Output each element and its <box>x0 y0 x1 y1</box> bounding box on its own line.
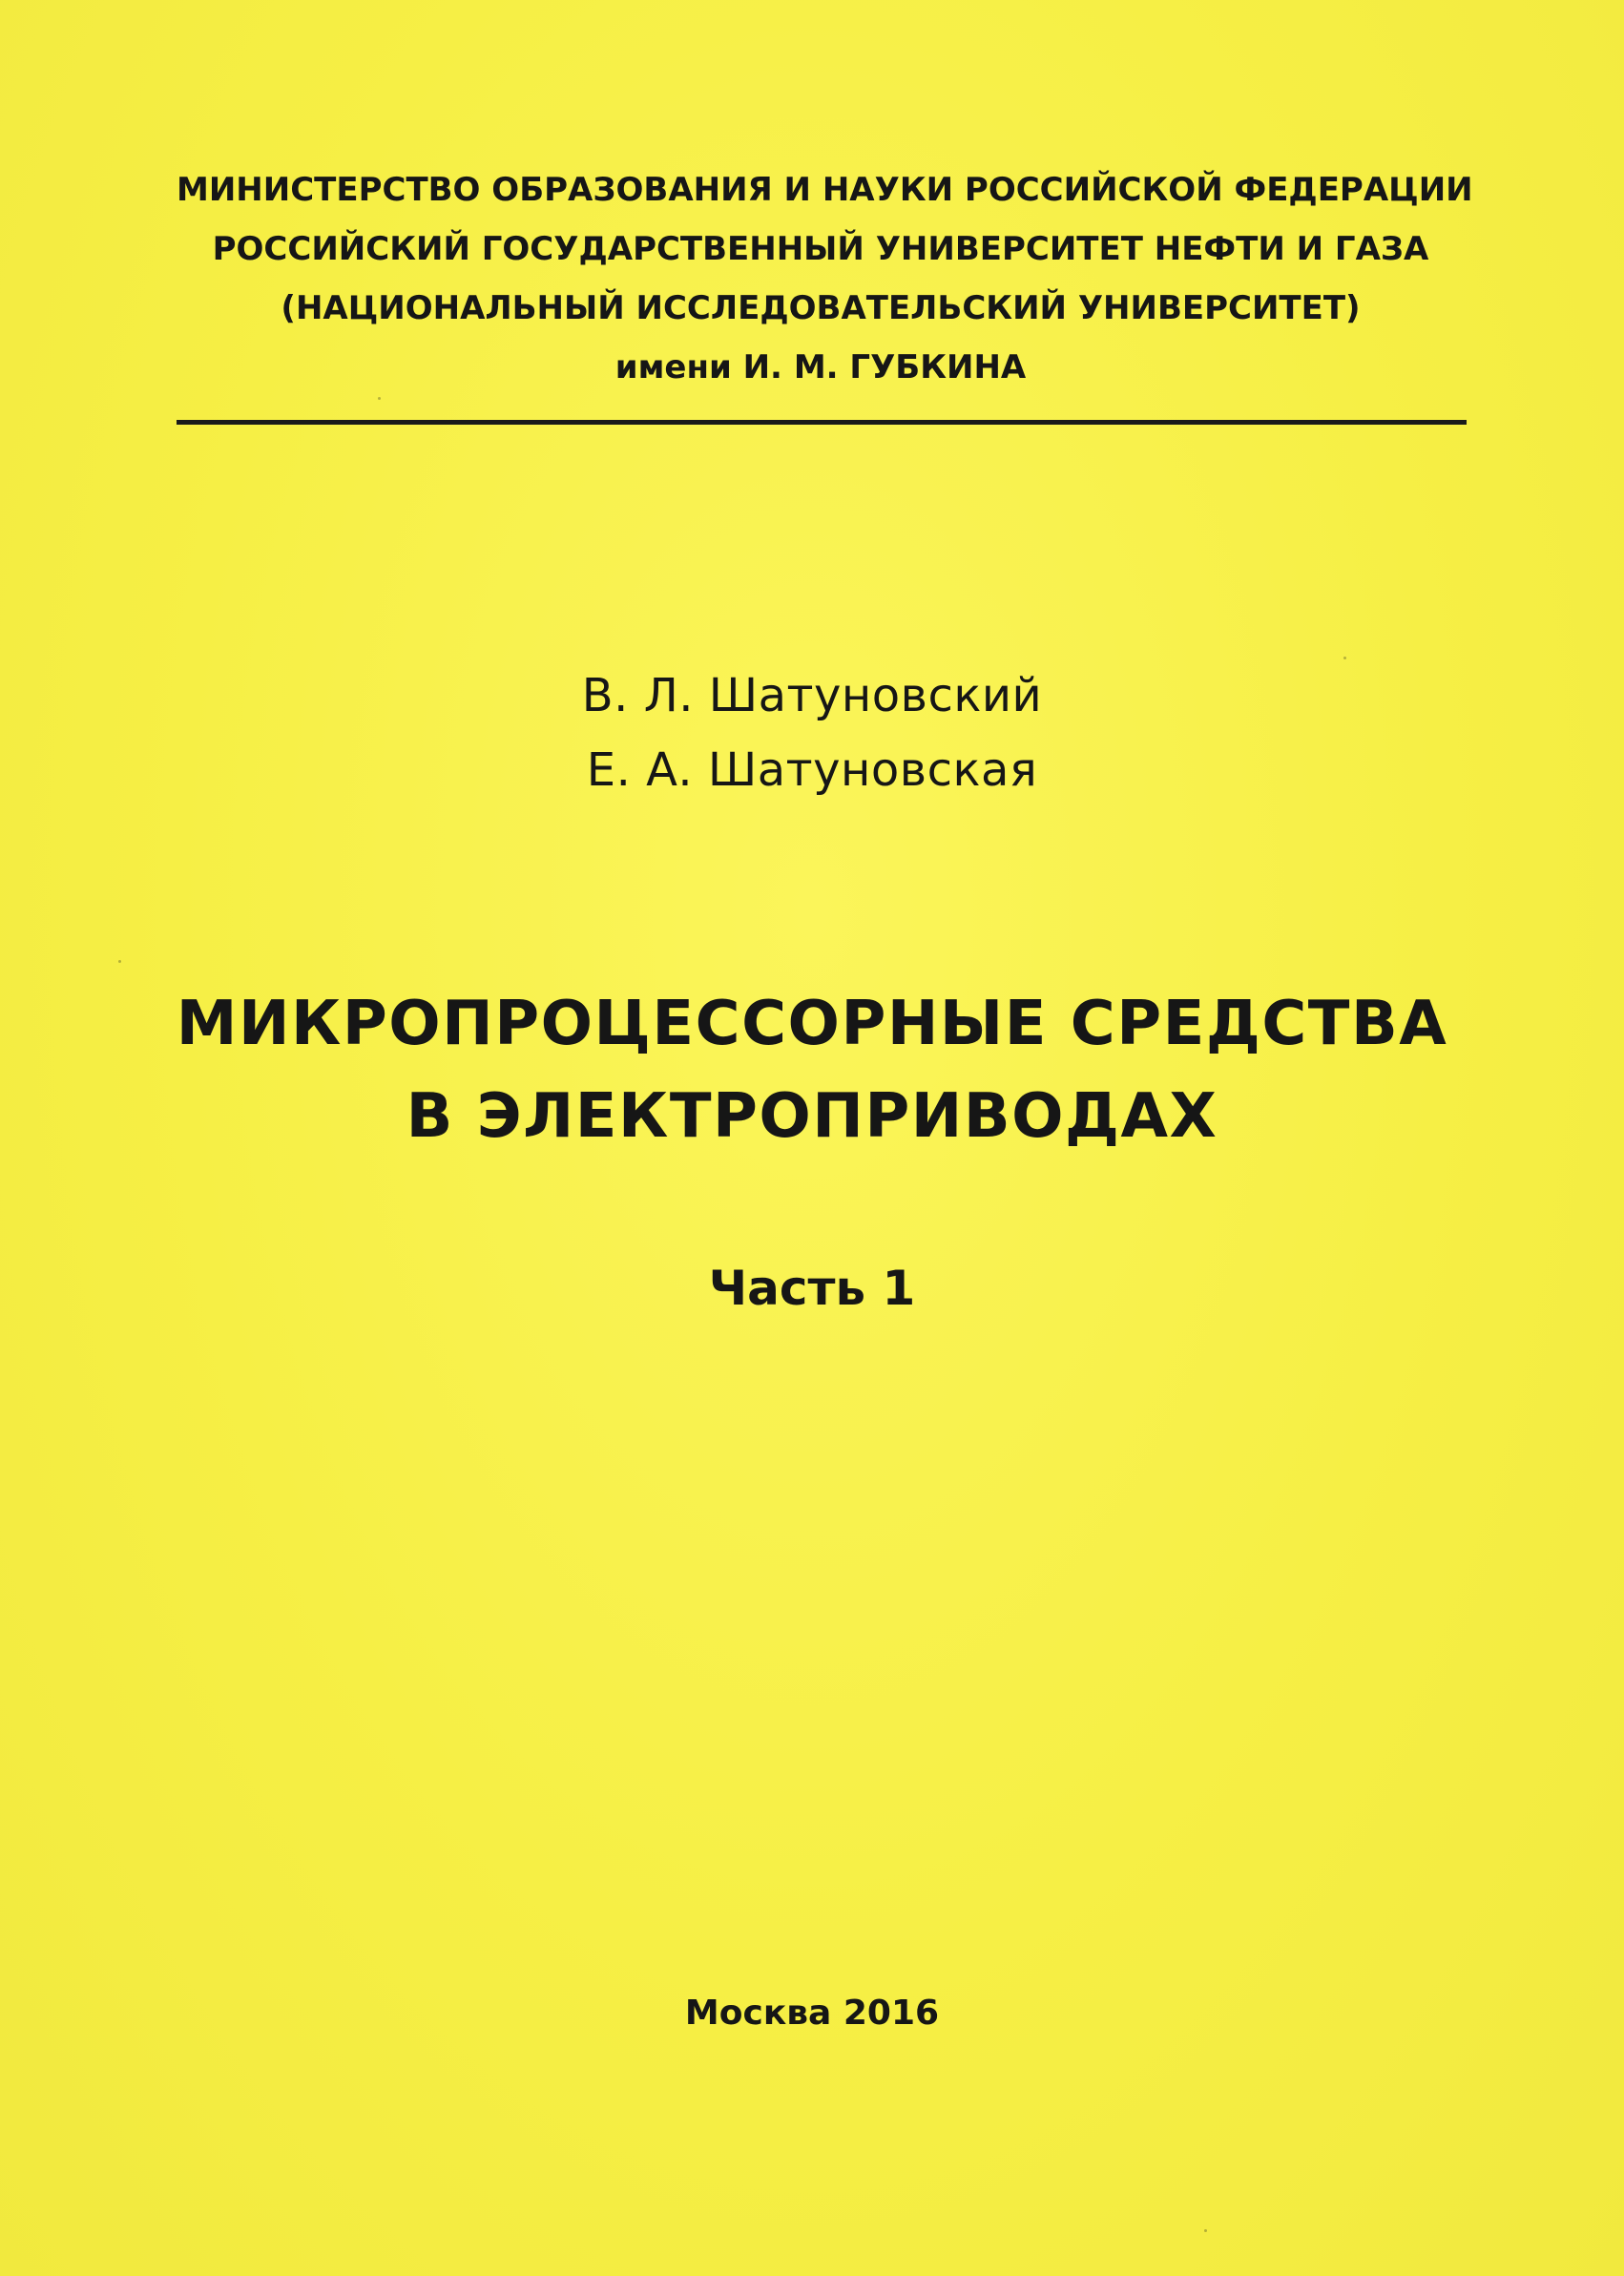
title-line-2: В ЭЛЕКТРОПРИВОДАХ <box>406 1081 1218 1152</box>
paper-speck <box>378 397 381 400</box>
author-1: В. Л. Шатуновский <box>581 669 1043 722</box>
university-name-line: имени И. М. ГУБКИНА <box>614 348 1027 386</box>
title-line-1: МИКРОПРОЦЕССОРНЫЕ СРЕДСТВА <box>176 989 1448 1059</box>
university-line: РОССИЙСКИЙ ГОСУДАРСТВЕННЫЙ УНИВЕРСИТЕТ НЕФТИ И ГАЗА <box>212 230 1429 268</box>
part-label: Часть 1 <box>708 1261 916 1316</box>
author-2: Е. А. Шатуновская <box>586 743 1038 797</box>
header-divider <box>177 420 1467 425</box>
book-title <box>0 978 1624 1163</box>
paper-speck <box>118 960 121 963</box>
institution-header <box>177 160 1473 397</box>
paper-speck <box>1343 657 1346 659</box>
university-subtitle-line: (НАЦИОНАЛЬНЫЙ ИССЛЕДОВАТЕЛЬСКИЙ УНИВЕРСИТЕТ) <box>281 289 1361 327</box>
imprint: Москва 2016 <box>684 1994 940 2033</box>
ministry-line: МИНИСТЕРСТВО ОБРАЗОВАНИЯ И НАУКИ РОССИЙСКОЙ ФЕДЕРАЦИИ <box>177 171 1473 209</box>
authors <box>0 658 1624 807</box>
paper-speck <box>1204 2229 1207 2232</box>
